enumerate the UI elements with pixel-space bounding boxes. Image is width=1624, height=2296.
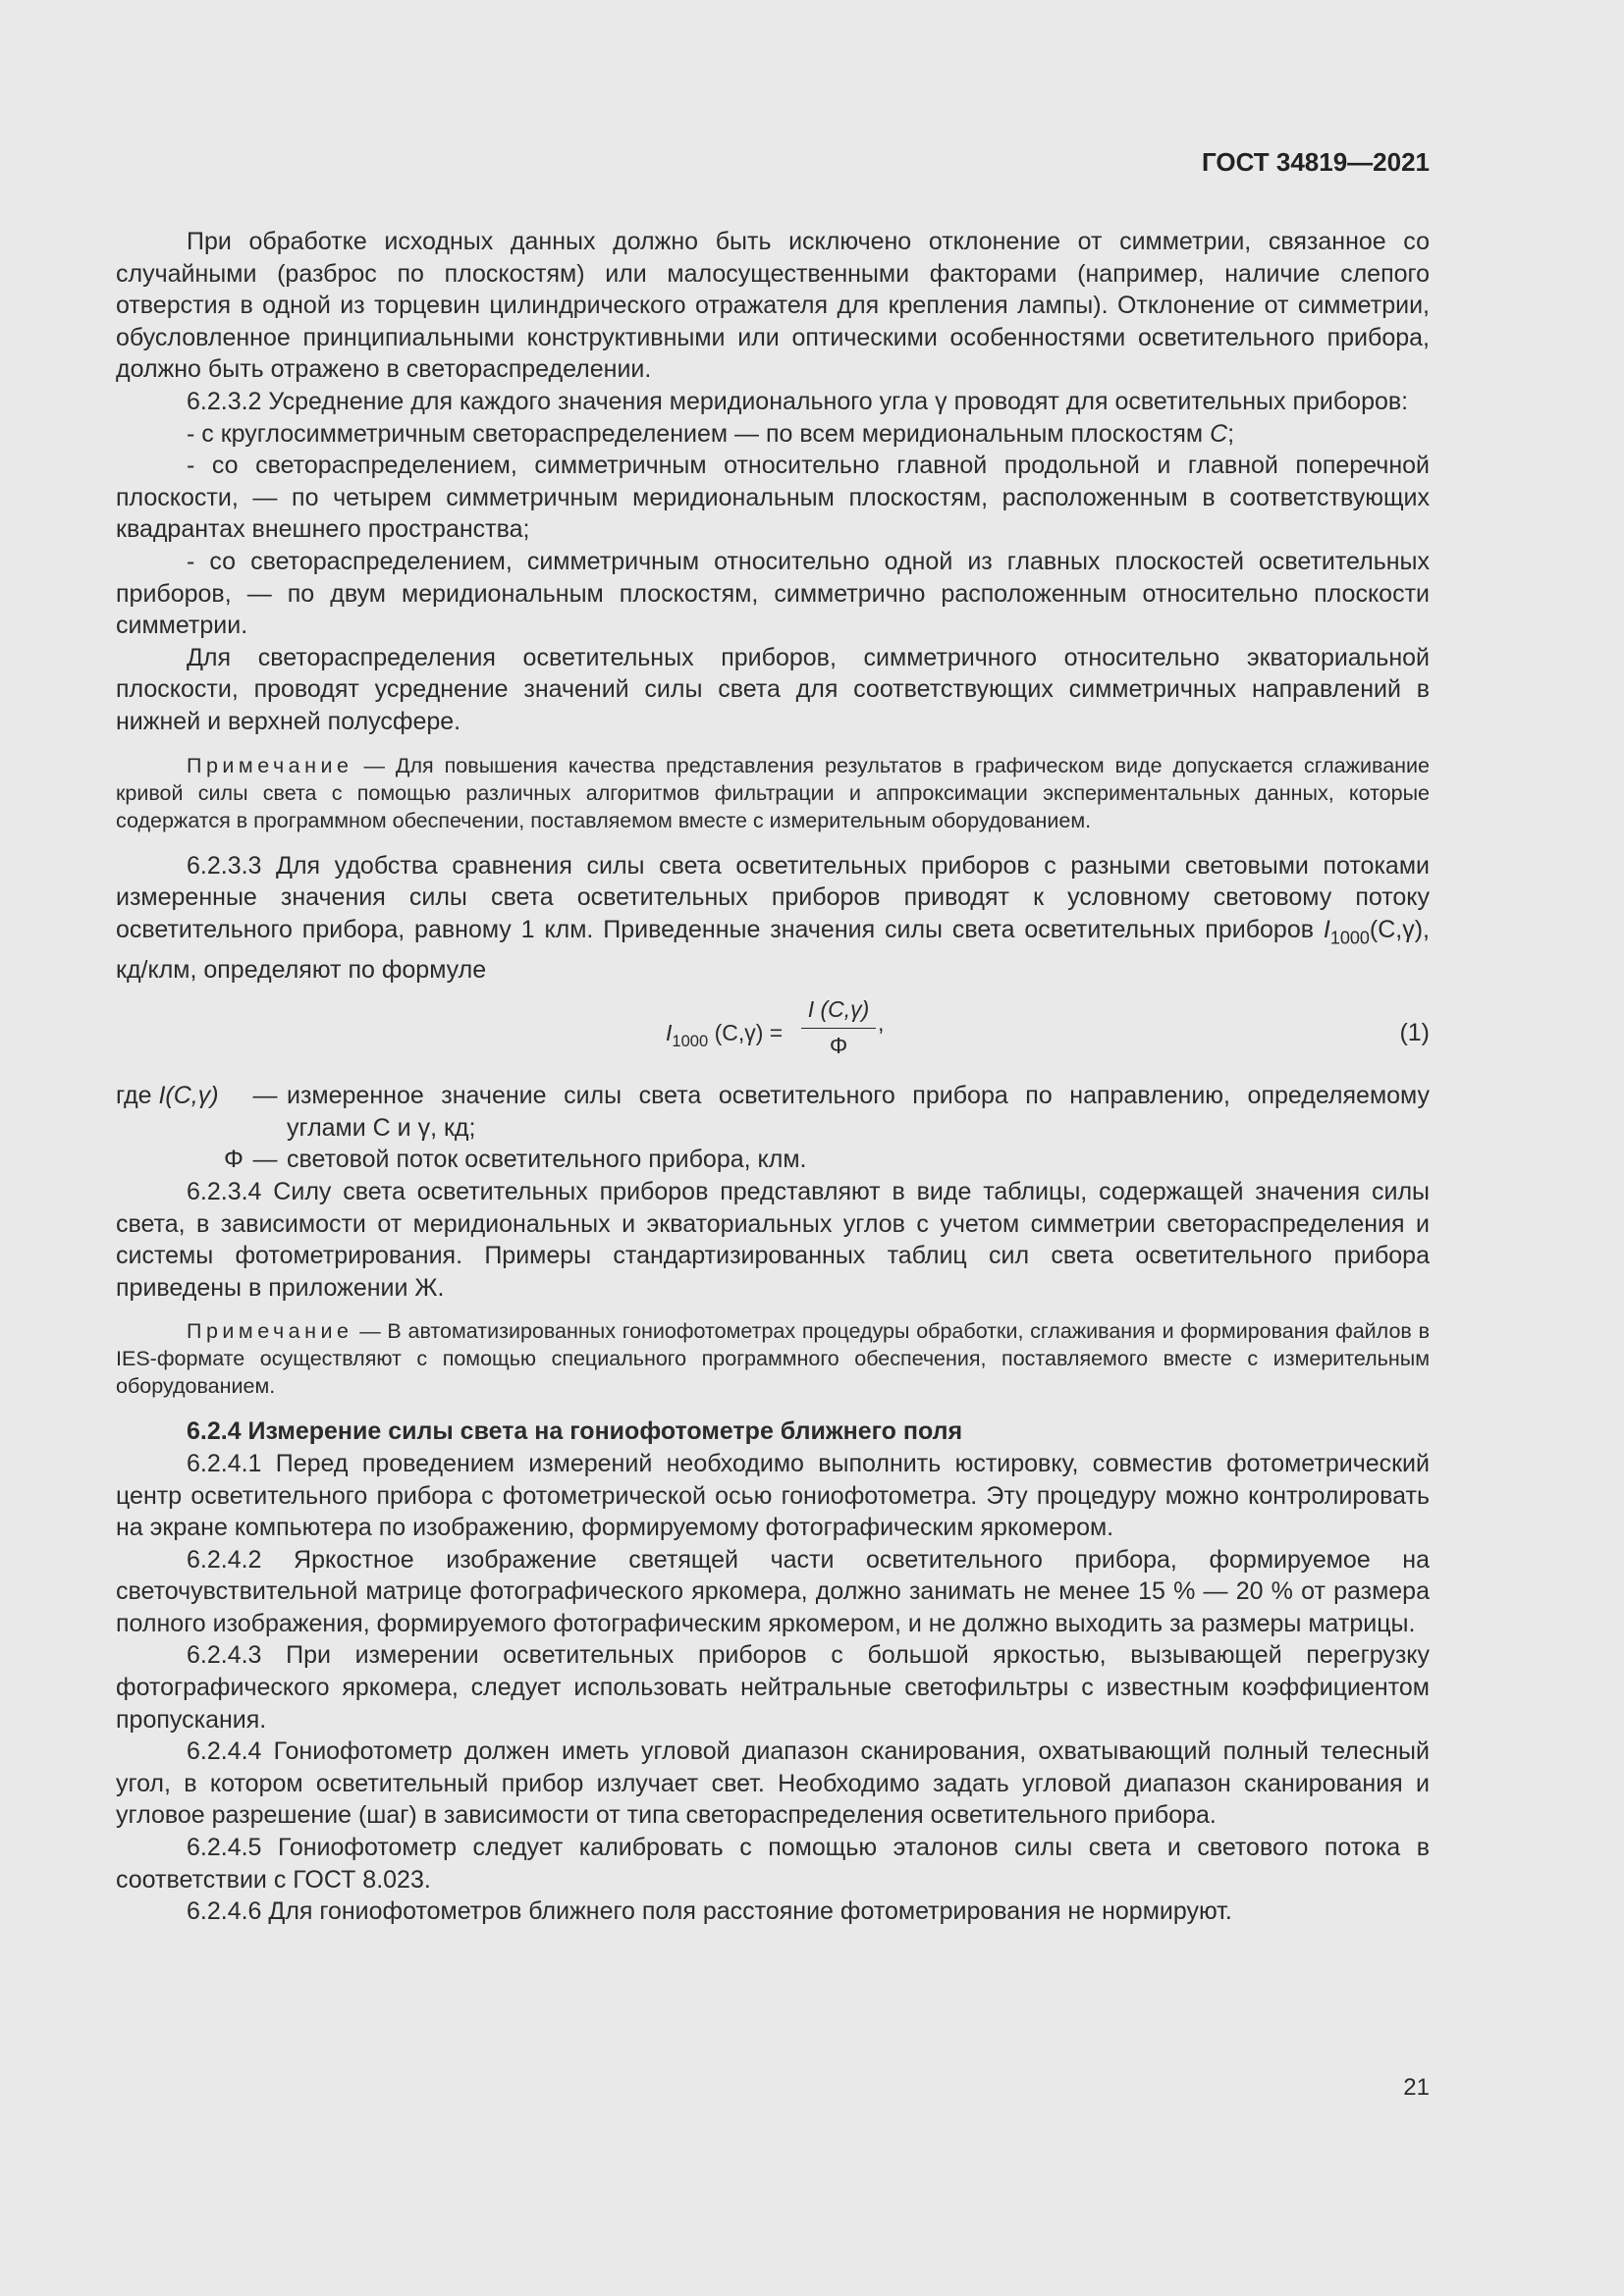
formula-numerator: I (C,γ) (801, 993, 876, 1029)
formula-1 (116, 993, 1430, 1074)
formula-denominator: Φ (829, 1032, 848, 1058)
list-item-four-planes: - со светораспределением, симметричным относительно главной продольной и главной поперечной плоскости, — по четырем симметричным меридиональным плоскостям, расположенным в соответствующих квадрантах внешнего пространства; (116, 452, 1430, 544)
definition-symbol: Φ (224, 1146, 244, 1174)
definition-symbol (116, 1080, 244, 1144)
formula-lhs-argument: (C,γ) = (714, 1020, 784, 1046)
intensity-symbol: I(C,γ) (158, 1082, 219, 1110)
definition-row (116, 1144, 1430, 1176)
list-item-round-symmetric (116, 418, 1430, 451)
paragraph-6-2-3-3 (116, 850, 1430, 987)
note-label: Примечание (187, 753, 353, 777)
note-text: — В автоматизированных гониофотометрах процедуры обработки, сглаживания и формирования файлов в IES-формате осуществляют с помощью специального программного обеспечения, поставляемого вместе с измерительным оборудованием. (116, 1319, 1430, 1399)
paragraph-symmetry-deviation: При обработке исходных данных должно быть исключено отклонение от симметрии, связанное со случайными (разброс по плоскостям) или малосущественными факторами (например, наличие слепого отверстия в одной из торцевин цилиндрического отражателя для крепления лампы). Отклонение от симметрии, обусловленное принципиальными конструктивными или оптическими особенностями осветительного прибора, должно быть отражено в светораспределении. (116, 228, 1430, 384)
definition-dash: — (252, 1082, 278, 1110)
paragraph-6-2-3-2: 6.2.3.2 Усреднение для каждого значения меридионального угла γ проводят для осветительных приборов: (187, 387, 1409, 415)
document-body (116, 226, 1430, 1928)
intensity-subscript: 1000 (1329, 927, 1370, 947)
formula-lhs-symbol: I (666, 1020, 673, 1046)
note-text: — Для повышения качества представления результатов в графическом виде допускается сглаживание кривой силы света с помощью различных алгоритмов фильтрации и аппроксимации экспериментальных данных, которые содержатся в программном обеспечении, поставляемом вместе с измерительным оборудованием. (116, 753, 1430, 832)
plane-symbol: C (1210, 419, 1228, 448)
formula-fraction (801, 993, 876, 1061)
formula-number: (1) (1399, 1019, 1430, 1047)
definition-text: световой поток осветительного прибора, клм. (287, 1146, 807, 1174)
intensity-argument: (C,γ) (1369, 915, 1424, 943)
paragraph-equatorial-symmetry: Для светораспределения осветительных приборов, симметричного относительно экваториальной плоскости, проводят усреднение значений силы света для соответствующих симметричных направлений в нижней и верхней полусфере. (116, 643, 1430, 735)
formula-comma: , (878, 1010, 885, 1037)
intensity-symbol: I (1323, 915, 1330, 943)
note-label: Примечание (187, 1319, 353, 1344)
definition-dash: — (252, 1146, 278, 1174)
note-ies-format (116, 1317, 1430, 1400)
paragraph-6-2-4-5: 6.2.4.5 Гониофотометр следует калибровать с помощью эталонов силы света и светового потока в соответствии с ГОСТ 8.023. (116, 1834, 1430, 1894)
formula-lhs (666, 1017, 783, 1057)
paragraph-text: 6.2.3.3 Для удобства сравнения силы света осветительных приборов с разными световыми потоками измеренные значения силы света осветительных приборов приводят к условному световому потоку осветительного прибора, равному 1 клм. Приведенные значения силы света осветительных приборов (116, 851, 1430, 943)
list-item-two-planes: - со светораспределением, симметричным относительно одной из главных плоскостей осветительных приборов, — по двум меридиональным плоскостям, симметрично расположенным относительно плоскости симметрии. (116, 547, 1430, 640)
definition-row (116, 1080, 1430, 1144)
paragraph-6-2-4-6: 6.2.4.6 Для гониофотометров ближнего поля расстояние фотометрирования не нормируют. (187, 1897, 1232, 1926)
page-number: 21 (1403, 2074, 1430, 2101)
paragraph-6-2-4-3: 6.2.4.3 При измерении осветительных приборов с большой яркостью, вызывающей перегрузку фотографического яркомера, следует использовать нейтральные светофильтры с известным коэффициентом пропускания. (116, 1641, 1430, 1734)
paragraph-6-2-4-1: 6.2.4.1 Перед проведением измерений необходимо выполнить юстировку, совместив фотометрический центр осветительного прибора с фотометрической осью гониофотометра. Эту процедуру можно контролировать на экране компьютера по изображению, формируемому фотографическим яркомером. (116, 1449, 1430, 1542)
note-smoothing (116, 752, 1430, 834)
paragraph-text-end: , кд/клм, определяют по формуле (116, 915, 1430, 984)
paragraph-6-2-4-4: 6.2.4.4 Гониофотометр должен иметь угловой диапазон сканирования, охватывающий полный телесный угол, в котором осветительный прибор излучает свет. Необходимо задать угловой диапазон сканирования и угловое разрешение (шаг) в зависимости от типа светораспределения осветительного прибора. (116, 1737, 1430, 1830)
section-heading-6-2-4: 6.2.4 Измерение силы света на гониофотометре ближнего поля (187, 1417, 963, 1446)
paragraph-6-2-4-2: 6.2.4.2 Яркостное изображение светящей части осветительного прибора, формируемое на светочувствительной матрице фотографического яркомера, должно занимать не менее 15 % — 20 % от размера полного изображения, формируемого фотографическим яркомером, и не должно выходить за размеры матрицы. (116, 1545, 1430, 1637)
paragraph-6-2-3-4: 6.2.3.4 Силу света осветительных приборов представляют в виде таблицы, содержащей значения силы света, в зависимости от меридиональных и экваториальных углов с учетом симметрии светораспределения и системы фотометрирования. Примеры стандартизированных таблиц сил света осветительного прибора приведены в приложении Ж. (116, 1177, 1430, 1302)
definition-text: измеренное значение силы света осветительного прибора по направлению, определяемому углами C и γ, кд; (287, 1082, 1430, 1142)
document-id-header: ГОСТ 34819—2021 (1202, 147, 1430, 177)
list-item-end: ; (1227, 419, 1235, 448)
list-item-text: - с круглосимметричным светораспределением — по всем меридиональным плоскостям (187, 419, 1211, 448)
formula-lhs-subscript: 1000 (672, 1031, 709, 1050)
formula-definitions (116, 1080, 1430, 1176)
where-word: где (116, 1082, 159, 1110)
